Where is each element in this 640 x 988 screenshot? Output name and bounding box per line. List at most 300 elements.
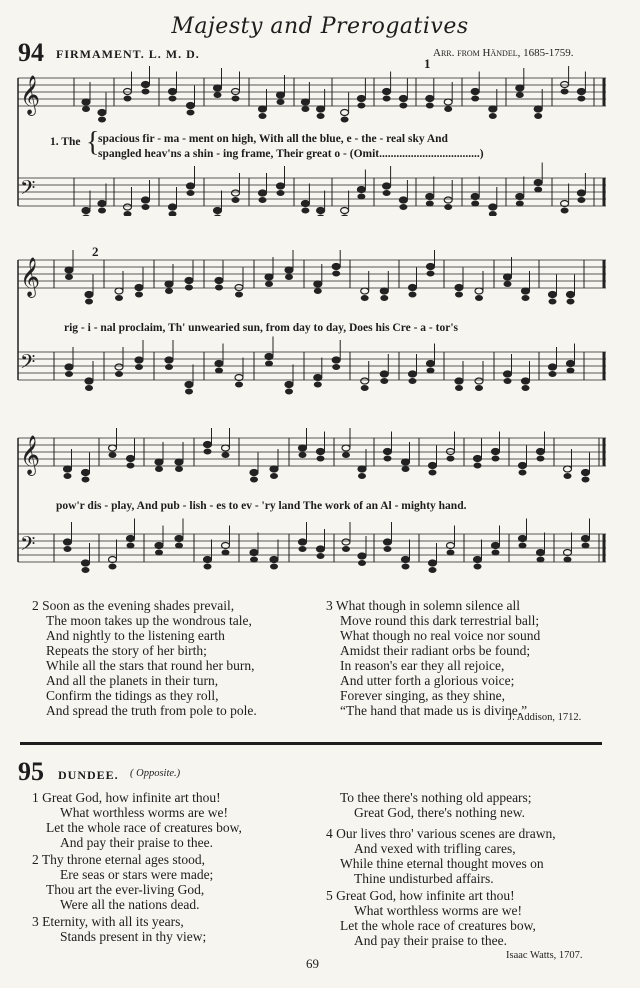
note-head [64,466,72,472]
note-head [429,463,437,469]
bass-clef-icon: 𝄢 [20,350,36,378]
verse-line: And utter forth a glorious voice; [340,673,515,688]
note-head [402,564,410,570]
note-head [455,378,463,384]
note-head [299,445,307,451]
note-head [265,361,273,367]
note-head [567,361,575,367]
note-head [582,470,590,476]
note-head [516,85,524,91]
note-head [270,564,278,570]
note-head [358,466,366,472]
verse-line: And nightly to the listening earth [46,628,225,643]
note-head [402,557,410,563]
verse-line: Move round this dark terrestrial ball; [340,613,540,628]
note-head [409,285,417,291]
treble-clef-icon: 𝄞 [20,75,41,115]
note-head [409,378,417,384]
note-head [169,211,177,216]
note-head [426,194,434,200]
note-head [534,106,542,112]
note-head [561,208,569,214]
note-head [109,452,117,458]
note-head [492,449,500,455]
hymn-94-author: J. Addison, 1712. [508,712,582,723]
note-head [504,378,512,384]
note-head [98,208,106,214]
note-head [537,449,545,455]
note-head [361,288,369,294]
note-head [314,288,322,294]
note-head [427,368,435,374]
note-head [317,106,325,112]
note-head [429,470,437,476]
note-head [222,445,230,451]
note-head [235,285,243,291]
lyric-line-1a: spacious fir - ma - ment on high, With all the blue, e - the - real sky And [98,133,448,145]
note-head [471,96,479,102]
note-head [185,389,193,395]
note-head [384,456,392,462]
note-head [564,473,572,479]
note-head [577,197,585,203]
treble-clef-icon: 𝄞 [20,257,41,297]
note-head [489,204,497,210]
note-head [204,564,212,570]
note-head [142,82,150,88]
note-head [471,194,479,200]
verse-line: And all the planets in their turn, [46,673,219,688]
note-head [402,466,410,472]
note-head [399,103,407,109]
note-head [447,449,455,455]
note-head [82,106,90,112]
note-head [215,361,223,367]
note-head [270,473,278,479]
note-head [341,110,349,116]
note-head [409,371,417,377]
note-head [380,378,388,384]
note-head [537,456,545,462]
bass-clef-icon: 𝄢 [20,176,36,204]
hymn-95-tune: DUNDEE. [58,768,119,782]
note-head [204,442,212,448]
verse-line: To thee there's nothing old appears; [340,790,532,805]
note-head [564,557,572,563]
note-head [332,357,340,363]
note-head [317,215,325,217]
note-head [85,292,93,298]
note-head [549,292,557,298]
note-head [444,204,452,210]
note-head [169,204,177,210]
note-head [135,364,143,370]
note-head [582,543,590,549]
note-head [215,285,223,291]
note-head [399,197,407,203]
treble-staff [18,250,606,305]
note-head [214,85,222,91]
note-head [427,264,435,270]
note-head [399,204,407,210]
note-head [522,385,530,391]
note-head [65,371,73,377]
note-head [115,295,123,301]
note-head [98,117,106,123]
note-head [342,452,350,458]
first-ending-mark: 1 [424,56,431,71]
verse-line: 2 Thy throne eternal ages stood, [32,852,205,867]
note-head [504,274,512,280]
note-head [489,211,497,216]
note-head [285,382,293,388]
note-head [427,271,435,277]
note-head [474,463,482,469]
note-head [109,564,117,570]
note-head [317,553,325,559]
note-head [250,470,258,476]
note-head [250,477,258,483]
note-head [232,197,240,203]
note-head [332,364,340,370]
hymn-94-arranger: Arr. from Händel, 1685-1759. [433,47,574,59]
verse-line: 4 Our lives thro' various scenes are drawn, [326,826,556,841]
hymn-95-verse-1 [32,790,332,850]
note-head [492,456,500,462]
note-head [549,299,557,305]
hymn-95-number: 95 [18,757,44,786]
note-head [235,292,243,298]
note-head [522,378,530,384]
note-head [447,543,455,549]
note-head [380,288,388,294]
lyric-brace: { [86,127,100,158]
note-head [270,466,278,472]
note-head [537,557,545,563]
note-head [82,567,90,573]
note-head [475,288,483,294]
verse-line: The moon takes up the wondrous tale, [46,613,252,628]
note-head [561,82,569,88]
note-head [577,190,585,196]
note-head [222,543,230,549]
note-head [64,546,72,552]
verse-line: 3 What though in solemn silence all [326,598,520,613]
note-head [358,473,366,479]
hymn-95-verse-4 [326,826,626,886]
verse-line: 1 Great God, how infinite art thou! [32,790,221,805]
note-head [82,477,90,483]
verse-line: Let the whole race of creatures bow, [46,820,242,835]
note-head [342,539,350,545]
note-head [299,452,307,458]
note-head [519,470,527,476]
note-head [357,96,365,102]
note-head [169,89,177,95]
note-head [577,89,585,95]
hymn-94-tune: FIRMAMENT. L. M. D. [56,47,200,61]
verse-line: Stands present in thy view; [60,929,207,944]
note-head [142,89,150,95]
note-head [504,281,512,287]
note-head [135,292,143,298]
note-head [124,204,132,210]
note-head [317,546,325,552]
hymn-95-verse-3 [32,914,332,944]
note-head [165,288,173,294]
note-head [516,201,524,207]
second-ending-mark: 2 [92,244,99,259]
verse-line: What worthless worms are we! [354,903,522,918]
note-head [519,543,527,549]
note-head [475,295,483,301]
note-head [165,281,173,287]
note-head [489,113,497,119]
note-head [301,99,309,105]
note-head [383,96,391,102]
note-head [127,463,135,469]
note-head [549,364,557,370]
note-head [455,385,463,391]
note-head [341,215,349,217]
note-head [250,557,258,563]
lyric-line-3: pow'r dis - play, And pub - lish - es to ev - 'ry land The work of an Al - mighty hand. [56,500,467,512]
note-head [474,456,482,462]
note-head [98,201,106,207]
verse-line: Thine undisturbed affairs. [354,871,494,886]
note-head [85,378,93,384]
verse-line: Thou art the ever-living God, [46,882,205,897]
note-head [426,103,434,109]
note-head [65,364,73,370]
verse-line: And pay their praise to thee. [354,933,507,948]
note-head [357,194,365,200]
note-head [455,285,463,291]
note-head [135,285,143,291]
hymn-95-verse-3-cont [340,790,640,820]
note-head [259,197,267,203]
verse-line: And spread the truth from pole to pole. [46,703,257,718]
note-head [504,371,512,377]
note-head [187,183,195,189]
note-head [165,364,173,370]
note-head [185,285,193,291]
note-head [142,197,150,203]
note-head [561,89,569,95]
note-head [444,197,452,203]
note-head [384,449,392,455]
lyric-line-1b: spangled heav'ns a shin - ing frame, Their great o - (Omit...................................) [98,148,484,160]
treble-clef-icon: 𝄞 [20,435,41,475]
note-head [516,92,524,98]
note-head [383,89,391,95]
note-head [265,354,273,360]
note-head [357,187,365,193]
page-number: 69 [306,956,319,971]
note-head [534,187,542,193]
note-head [250,550,258,556]
hymn-95-tune-note: ( Opposite.) [130,768,181,779]
note-head [317,449,325,455]
note-head [82,215,90,217]
note-head [265,274,273,280]
note-head [474,557,482,563]
note-head [427,361,435,367]
note-head [342,445,350,451]
bass-staff [18,519,606,574]
note-head [447,550,455,556]
note-head [522,295,530,301]
bass-clef-icon: 𝄢 [20,532,36,560]
note-head [582,536,590,542]
note-head [285,267,293,273]
note-head [317,113,325,119]
note-head [332,271,340,277]
verse-line: Repeats the story of her birth; [46,643,207,658]
note-head [582,477,590,483]
note-head [115,288,123,294]
note-head [342,546,350,552]
note-head [299,539,307,545]
note-head [142,204,150,210]
note-head [317,456,325,462]
page-header: Majesty and Prerogatives [171,14,469,39]
note-head [277,99,285,105]
note-head [522,288,530,294]
note-head [317,208,325,214]
note-head [65,267,73,273]
note-head [109,557,117,563]
verse-line: While all the stars that round her burn, [46,658,255,673]
note-head [285,389,293,395]
note-head [429,560,437,566]
note-head [135,357,143,363]
note-head [204,557,212,563]
note-head [475,385,483,391]
note-head [361,378,369,384]
note-head [357,103,365,109]
verse-line: Great God, there's nothing new. [354,805,526,820]
verse-line: 3 Eternity, with all its years, [32,914,184,929]
verse-line: Amidst their radiant orbs be found; [340,643,531,658]
note-head [455,292,463,298]
note-head [187,103,195,109]
note-head [222,550,230,556]
note-head [301,201,309,207]
verse-line: Confirm the tidings as they roll, [46,688,219,703]
verse-line: What though no real voice nor sound [340,628,541,643]
note-head [534,113,542,119]
note-head [516,194,524,200]
note-head [471,201,479,207]
note-head [82,470,90,476]
note-head [492,543,500,549]
note-head [270,557,278,563]
hymn-95-verse-5 [326,888,626,948]
verse-line: Were all the nations dead. [60,897,200,912]
note-head [489,106,497,112]
note-head [124,89,132,95]
note-head [444,106,452,112]
note-head [475,378,483,384]
note-head [567,368,575,374]
note-head [567,299,575,305]
hymn-94-verse-2 [32,598,332,718]
note-head [549,371,557,377]
note-head [277,92,285,98]
note-head [115,371,123,377]
bass-staff [18,337,606,395]
note-head [124,211,132,216]
note-head [314,375,322,381]
note-head [426,201,434,207]
note-head [124,96,132,102]
note-head [471,89,479,95]
note-head [301,106,309,112]
note-head [155,466,163,472]
note-head [214,92,222,98]
note-head [215,278,223,284]
note-head [64,473,72,479]
note-head [175,543,183,549]
note-head [175,459,183,465]
note-head [165,357,173,363]
note-head [358,553,366,559]
verse-line: 2 Soon as the evening shades prevail, [32,598,235,613]
note-head [82,99,90,105]
note-head [519,463,527,469]
note-head [187,190,195,196]
note-head [426,96,434,102]
hymn-divider [20,742,602,745]
note-head [204,449,212,455]
verse-line: 5 Great God, how infinite art thou! [326,888,515,903]
treble-staff [18,428,606,483]
hymn-95-verse-2 [32,852,332,912]
note-head [265,281,273,287]
verse-line: Forever singing, as they shine, [340,688,505,703]
note-head [259,113,267,119]
note-head [383,190,391,196]
note-head [259,106,267,112]
note-head [299,546,307,552]
treble-staff [18,66,606,123]
note-head [259,190,267,196]
note-head [314,382,322,388]
hymn-94-verse-3 [326,598,626,718]
verse-line: And vexed with trifling cares, [354,841,516,856]
note-head [98,110,106,116]
note-head [564,550,572,556]
note-head [109,445,117,451]
note-head [65,274,73,280]
note-head [402,459,410,465]
verse-line: Let the whole race of creatures bow, [340,918,536,933]
note-head [380,371,388,377]
note-head [383,183,391,189]
note-head [187,110,195,116]
note-head [341,208,349,214]
note-head [399,96,407,102]
verse-line: “The hand that made us is divine.” [340,703,528,718]
verse-line: What worthless worms are we! [60,805,228,820]
note-head [537,550,545,556]
note-head [85,299,93,305]
note-head [82,208,90,214]
note-head [384,546,392,552]
note-head [567,292,575,298]
note-head [474,564,482,570]
